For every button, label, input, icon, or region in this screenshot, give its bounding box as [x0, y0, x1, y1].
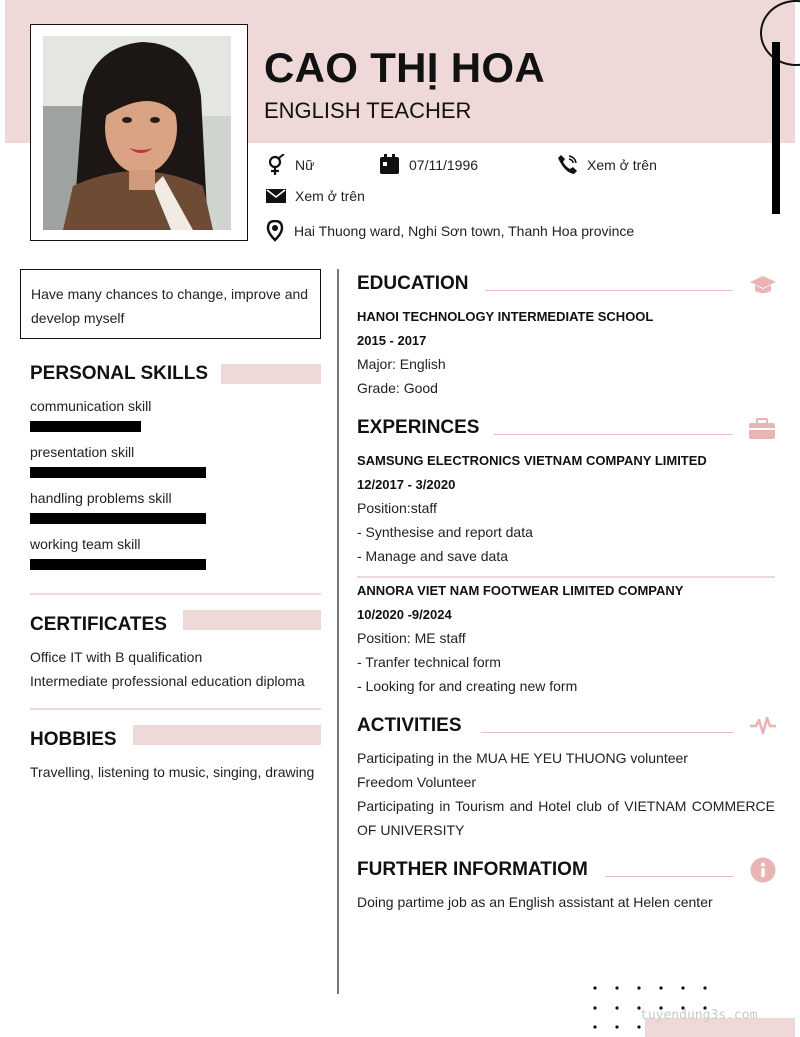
job-period: 12/2017 - 3/2020: [357, 477, 456, 492]
skill-label: handling problems skill: [30, 490, 172, 506]
further-info-text: Doing partime job as an English assistant at Helen center: [357, 894, 713, 910]
email-value: Xem ở trên: [295, 188, 365, 204]
mail-icon: [266, 188, 286, 204]
calendar-icon: [379, 154, 400, 175]
heading-rule: [481, 732, 733, 733]
gender-icon: [264, 154, 286, 176]
location-icon: [265, 220, 285, 242]
job-task: - Synthesise and report data: [357, 524, 533, 540]
birthday-value: 07/11/1996: [409, 156, 479, 173]
activities-heading: ACTIVITIES: [357, 715, 462, 736]
watermark: tuyendung3s.com: [640, 1008, 758, 1023]
address-value: Hai Thuong ward, Nghi Sơn town, Thanh Hoa province: [294, 223, 635, 239]
certificate-item: Office IT with B qualification: [30, 649, 203, 665]
decorative-bar: [772, 42, 780, 214]
gender-value: Nữ: [295, 157, 315, 173]
education-heading: EDUCATION: [357, 273, 469, 294]
phone-value: Xem ở trên: [587, 156, 657, 173]
skill-level-bar: [30, 513, 206, 524]
email-info: [266, 188, 365, 204]
certificates-heading-bar: [183, 610, 321, 630]
company-name: ANNORA VIET NAM FOOTWEAR LIMITED COMPANY: [357, 583, 684, 598]
section-divider: [30, 593, 321, 595]
hobbies-text: Travelling, listening to music, singing, drawing: [30, 764, 315, 780]
heading-rule: [605, 876, 733, 877]
info-icon: [750, 857, 776, 883]
profile-photo: [43, 36, 231, 230]
job-task: - Tranfer technical form: [357, 654, 501, 670]
gender-info: [264, 154, 314, 176]
skill-level-bar: [30, 467, 206, 478]
activity-item: Freedom Volunteer: [357, 774, 477, 790]
summary-box: Have many chances to change, improve and develop myself: [20, 269, 321, 339]
skills-heading-bar: [221, 364, 321, 384]
job-task: - Manage and save data: [357, 548, 508, 564]
pulse-icon: [749, 716, 777, 736]
job-position: Position:staff: [357, 500, 437, 516]
skill-label: communication skill: [30, 398, 152, 414]
heading-rule: [485, 290, 733, 291]
activity-item: Participating in the MUA HE YEU THUONG volunteer: [357, 750, 688, 766]
job-period: 10/2020 -9/2024: [357, 607, 452, 622]
phone-info: [557, 154, 657, 175]
experiences-heading: EXPERINCES: [357, 417, 480, 438]
certificate-item: Intermediate professional education diploma: [30, 673, 305, 689]
birthday-info: [379, 154, 478, 175]
activity-item: Participating in Tourism and Hotel club of VIETNAM COMMERCE OF UNIVERSITY: [357, 798, 775, 838]
skill-label: working team skill: [30, 536, 141, 552]
further-info-heading: FURTHER INFORMATIOM: [357, 859, 588, 880]
candidate-name: CAO THỊ HOA: [264, 44, 545, 91]
job-task: - Looking for and creating new form: [357, 678, 578, 694]
education-grade: Grade: Good: [357, 380, 438, 396]
section-divider: [30, 708, 321, 710]
company-name: SAMSUNG ELECTRONICS VIETNAM COMPANY LIMITED: [357, 453, 707, 468]
school-name: HANOI TECHNOLOGY INTERMEDIATE SCHOOL: [357, 309, 654, 324]
job-position: Position: ME staff: [357, 630, 466, 646]
graduation-cap-icon: [749, 275, 777, 295]
job-title: ENGLISH TEACHER: [264, 98, 472, 123]
hobbies-heading: HOBBIES: [30, 729, 117, 750]
education-period: 2015 - 2017: [357, 333, 427, 348]
heading-rule: [494, 434, 733, 435]
skills-heading: PERSONAL SKILLS: [30, 363, 209, 384]
phone-icon: [557, 154, 578, 175]
address-info: [265, 220, 634, 242]
skill-level-bar: [30, 421, 141, 432]
hobbies-heading-bar: [133, 725, 321, 745]
skill-level-bar: [30, 559, 206, 570]
job-divider: [357, 576, 775, 578]
skill-label: presentation skill: [30, 444, 135, 460]
education-major: Major: English: [357, 356, 446, 372]
certificates-heading: CERTIFICATES: [30, 614, 167, 635]
column-divider: [337, 269, 339, 994]
briefcase-icon: [749, 418, 775, 439]
